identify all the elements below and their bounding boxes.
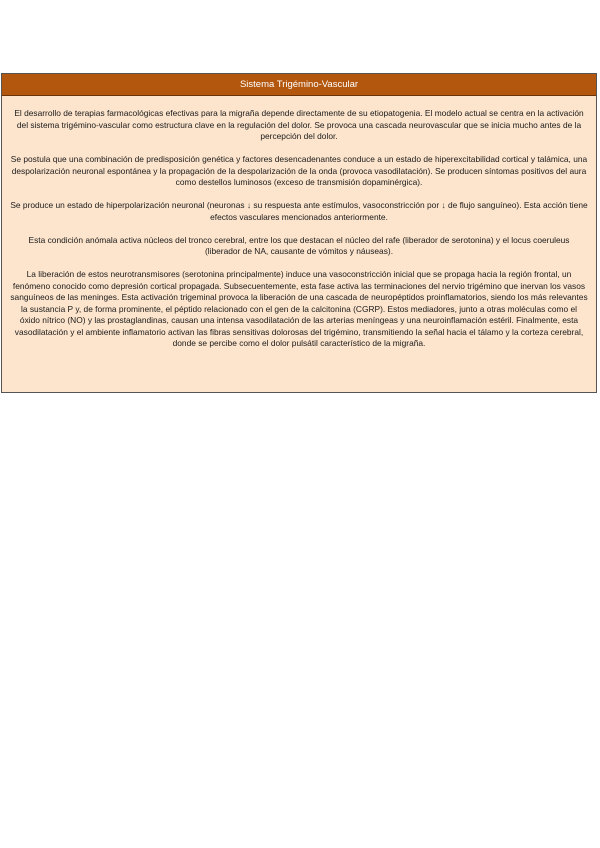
panel-body	[2, 96, 596, 350]
panel-title: Sistema Trigémino-Vascular	[2, 74, 596, 96]
paragraph-brainstem-nuclei: Esta condición anómala activa núcleos del tronco cerebral, entre los que destacan el núcleo del rafe (liberador de serotonina) y el locus coeruleus (liberador de NA, causante de vómitos y náuseas).	[28, 234, 570, 256]
paragraph-hyperexcitability: Se postula que una combinación de predisposición genética y factores desencadenantes conduce a un estado de hiperexcitabilidad cortical y talámica, una despolarización neuronal espontánea y la propagación de la despolarización de la onda (provoca vasodilatación). Se producen síntomas positivos del aura como destellos luminosos (exceso de transmisión dopaminérgica).	[10, 154, 588, 187]
paragraph-neurotransmitter-cascade: La liberación de estos neurotransmisores (serotonina principalmente) induce una vasoconstricción inicial que se propaga hacia la región frontal, un fenómeno conocido como depresión cortical propagada. Subsecuentemente, esta fase activa las terminaciones del nervio trigémino que inervan los vasos sanguíneos de las meninges. Esta activación trigeminal provoca la liberación de una cascada de neuropéptidos proinflamatorios, siendo los más relevantes la sustancia P y, de forma prominente, el péptido relacionado con el gen de la calcitonina (CGRP). Estos mediadores, junto a otras moléculas como el óxido nítrico (NO) y las prostaglandinas, causan una intensa vasodilatación de las arterias meníngeas y una neuroinflamación estéril. Finalmente, esta vasodilatación y el ambiente inflamatorio activan las fibras sensitivas dolorosas del trigémino, transmitiendo la señal hacia el tálamo y la corteza cerebral, donde se percibe como el dolor pulsátil característico de la migraña.	[10, 269, 588, 348]
content-panel	[1, 73, 597, 393]
paragraph-intro: El desarrollo de terapias farmacológicas efectivas para la migraña depende directamente de su etiopatogenia. El modelo actual se centra en la activación del sistema trigémino-vascular como estructura clave en la regulación del dolor. Se provoca una cascada neurovascular que se inicia mucho antes de la percepción del dolor.	[14, 108, 584, 141]
paragraph-hyperpolarization: Se produce un estado de hiperpolarización neuronal (neuronas ↓ su respuesta ante estímulos, vasoconstricción por ↓ de flujo sanguíneo). Esta acción tiene efectos vasculares mencionados anteriormente.	[10, 200, 588, 222]
